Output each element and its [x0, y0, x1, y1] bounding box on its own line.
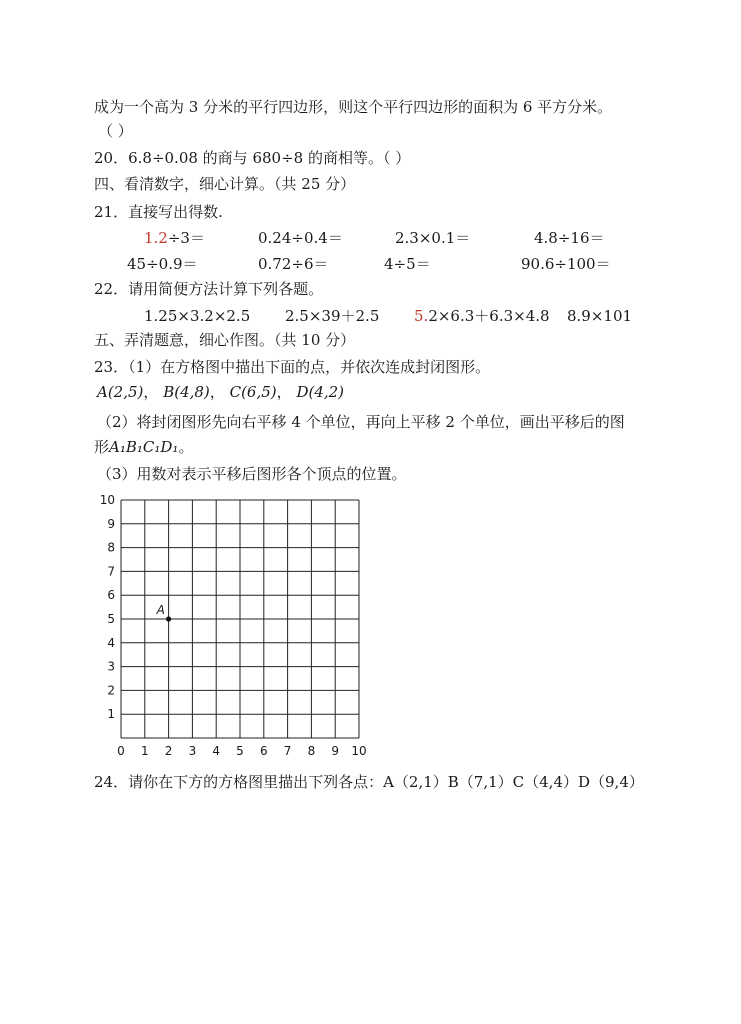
section-4-heading: 四、看清数字，细心计算。（共 25 分） [94, 175, 356, 193]
x-axis-tick-label: 7 [283, 744, 292, 758]
simplify-item: 2.5×39＋2.5 [285, 307, 380, 325]
point-a-label: A [156, 603, 165, 617]
question-20: 20．6.8÷0.08 的商与 680÷8 的商相等。（ ） [94, 149, 411, 167]
separator: ， [209, 383, 225, 401]
y-axis-tick-label: 9 [107, 516, 115, 531]
calc-item-text: ÷3＝ [167, 229, 205, 247]
point-a-marker [166, 616, 171, 621]
x-axis-tick-label: 0 [117, 744, 125, 758]
x-axis-tick-label: 2 [164, 744, 173, 758]
calc-item-red: 1.2 [144, 229, 168, 247]
text: 。 [178, 438, 194, 456]
y-axis-tick-label: 4 [107, 635, 115, 650]
calc-item: 90.6÷100＝ [521, 255, 611, 273]
calc-item: 0.72÷6＝ [258, 255, 329, 273]
section-5-heading: 五、弄清题意，细心作图。（共 10 分） [94, 331, 356, 349]
y-axis-tick-label: 7 [107, 564, 115, 579]
calc-item: 45÷0.9＝ [127, 255, 198, 273]
q19-answer-blank: （ ） [98, 122, 133, 140]
y-axis-tick-label: 10 [99, 493, 115, 507]
question-22-title: 22．请用简便方法计算下列各题。 [94, 280, 324, 298]
x-axis-tick-label: 5 [236, 744, 244, 758]
point-d: D(4,2) [296, 383, 345, 401]
x-axis-tick-label: 9 [331, 744, 340, 758]
text: 形 [94, 438, 110, 456]
y-axis-tick-label: 3 [107, 659, 115, 674]
simplify-item-text: 2×6.3＋6.3×4.8 [428, 307, 550, 325]
point-a: A(2,5) [97, 383, 144, 401]
y-axis-tick-label: 2 [107, 683, 115, 698]
x-axis-tick-label: 10 [351, 744, 367, 758]
x-axis-tick-label: 4 [212, 744, 221, 758]
calc-item: 4÷5＝ [384, 255, 431, 273]
calc-item: 4.8÷16＝ [534, 229, 605, 247]
separator: ， [143, 383, 159, 401]
question-23-part1: 23．（1）在方格图中描出下面的点，并依次连成封闭图形。 [94, 358, 491, 376]
point-b: B(4,8) [163, 383, 210, 401]
simplify-item-red: 5. [414, 307, 429, 325]
calc-item: 0.24÷0.4＝ [258, 229, 343, 247]
calc-item: 2.3×0.1＝ [395, 229, 471, 247]
simplify-item: 1.25×3.2×2.5 [144, 307, 251, 325]
x-axis-tick-label: 1 [140, 744, 149, 758]
separator: ， [276, 383, 292, 401]
y-axis-tick-label: 8 [107, 540, 115, 555]
x-axis-tick-label: 6 [259, 744, 268, 758]
question-24: 24．请你在下方的方格图里描出下列各点：A（2,1）B（7,1）C（4,4）D（9,4） [94, 773, 644, 791]
translated-figure-name: A₁B₁C₁D₁ [109, 438, 179, 456]
question-23-part3: （3）用数对表示平移后图形各个顶点的位置。 [97, 465, 407, 483]
x-axis-tick-label: 8 [307, 744, 316, 758]
y-axis-tick-label: 1 [107, 707, 115, 722]
simplify-item: 8.9×101 [567, 307, 633, 325]
point-c: C(6,5) [229, 383, 277, 401]
question-21-title: 21．直接写出得数. [94, 203, 223, 221]
y-axis-tick-label: 5 [107, 612, 115, 626]
question-23-part2: （2）将封闭图形先向右平移 4 个单位，再向上平移 2 个单位，画出平移后的图 [97, 413, 625, 431]
y-axis-tick-label: 6 [107, 588, 115, 603]
q19-continuation-line: 成为一个高为 3 分米的平行四边形，则这个平行四边形的面积为 6 平方分米。 [94, 98, 613, 116]
x-axis-tick-label: 3 [188, 744, 197, 758]
